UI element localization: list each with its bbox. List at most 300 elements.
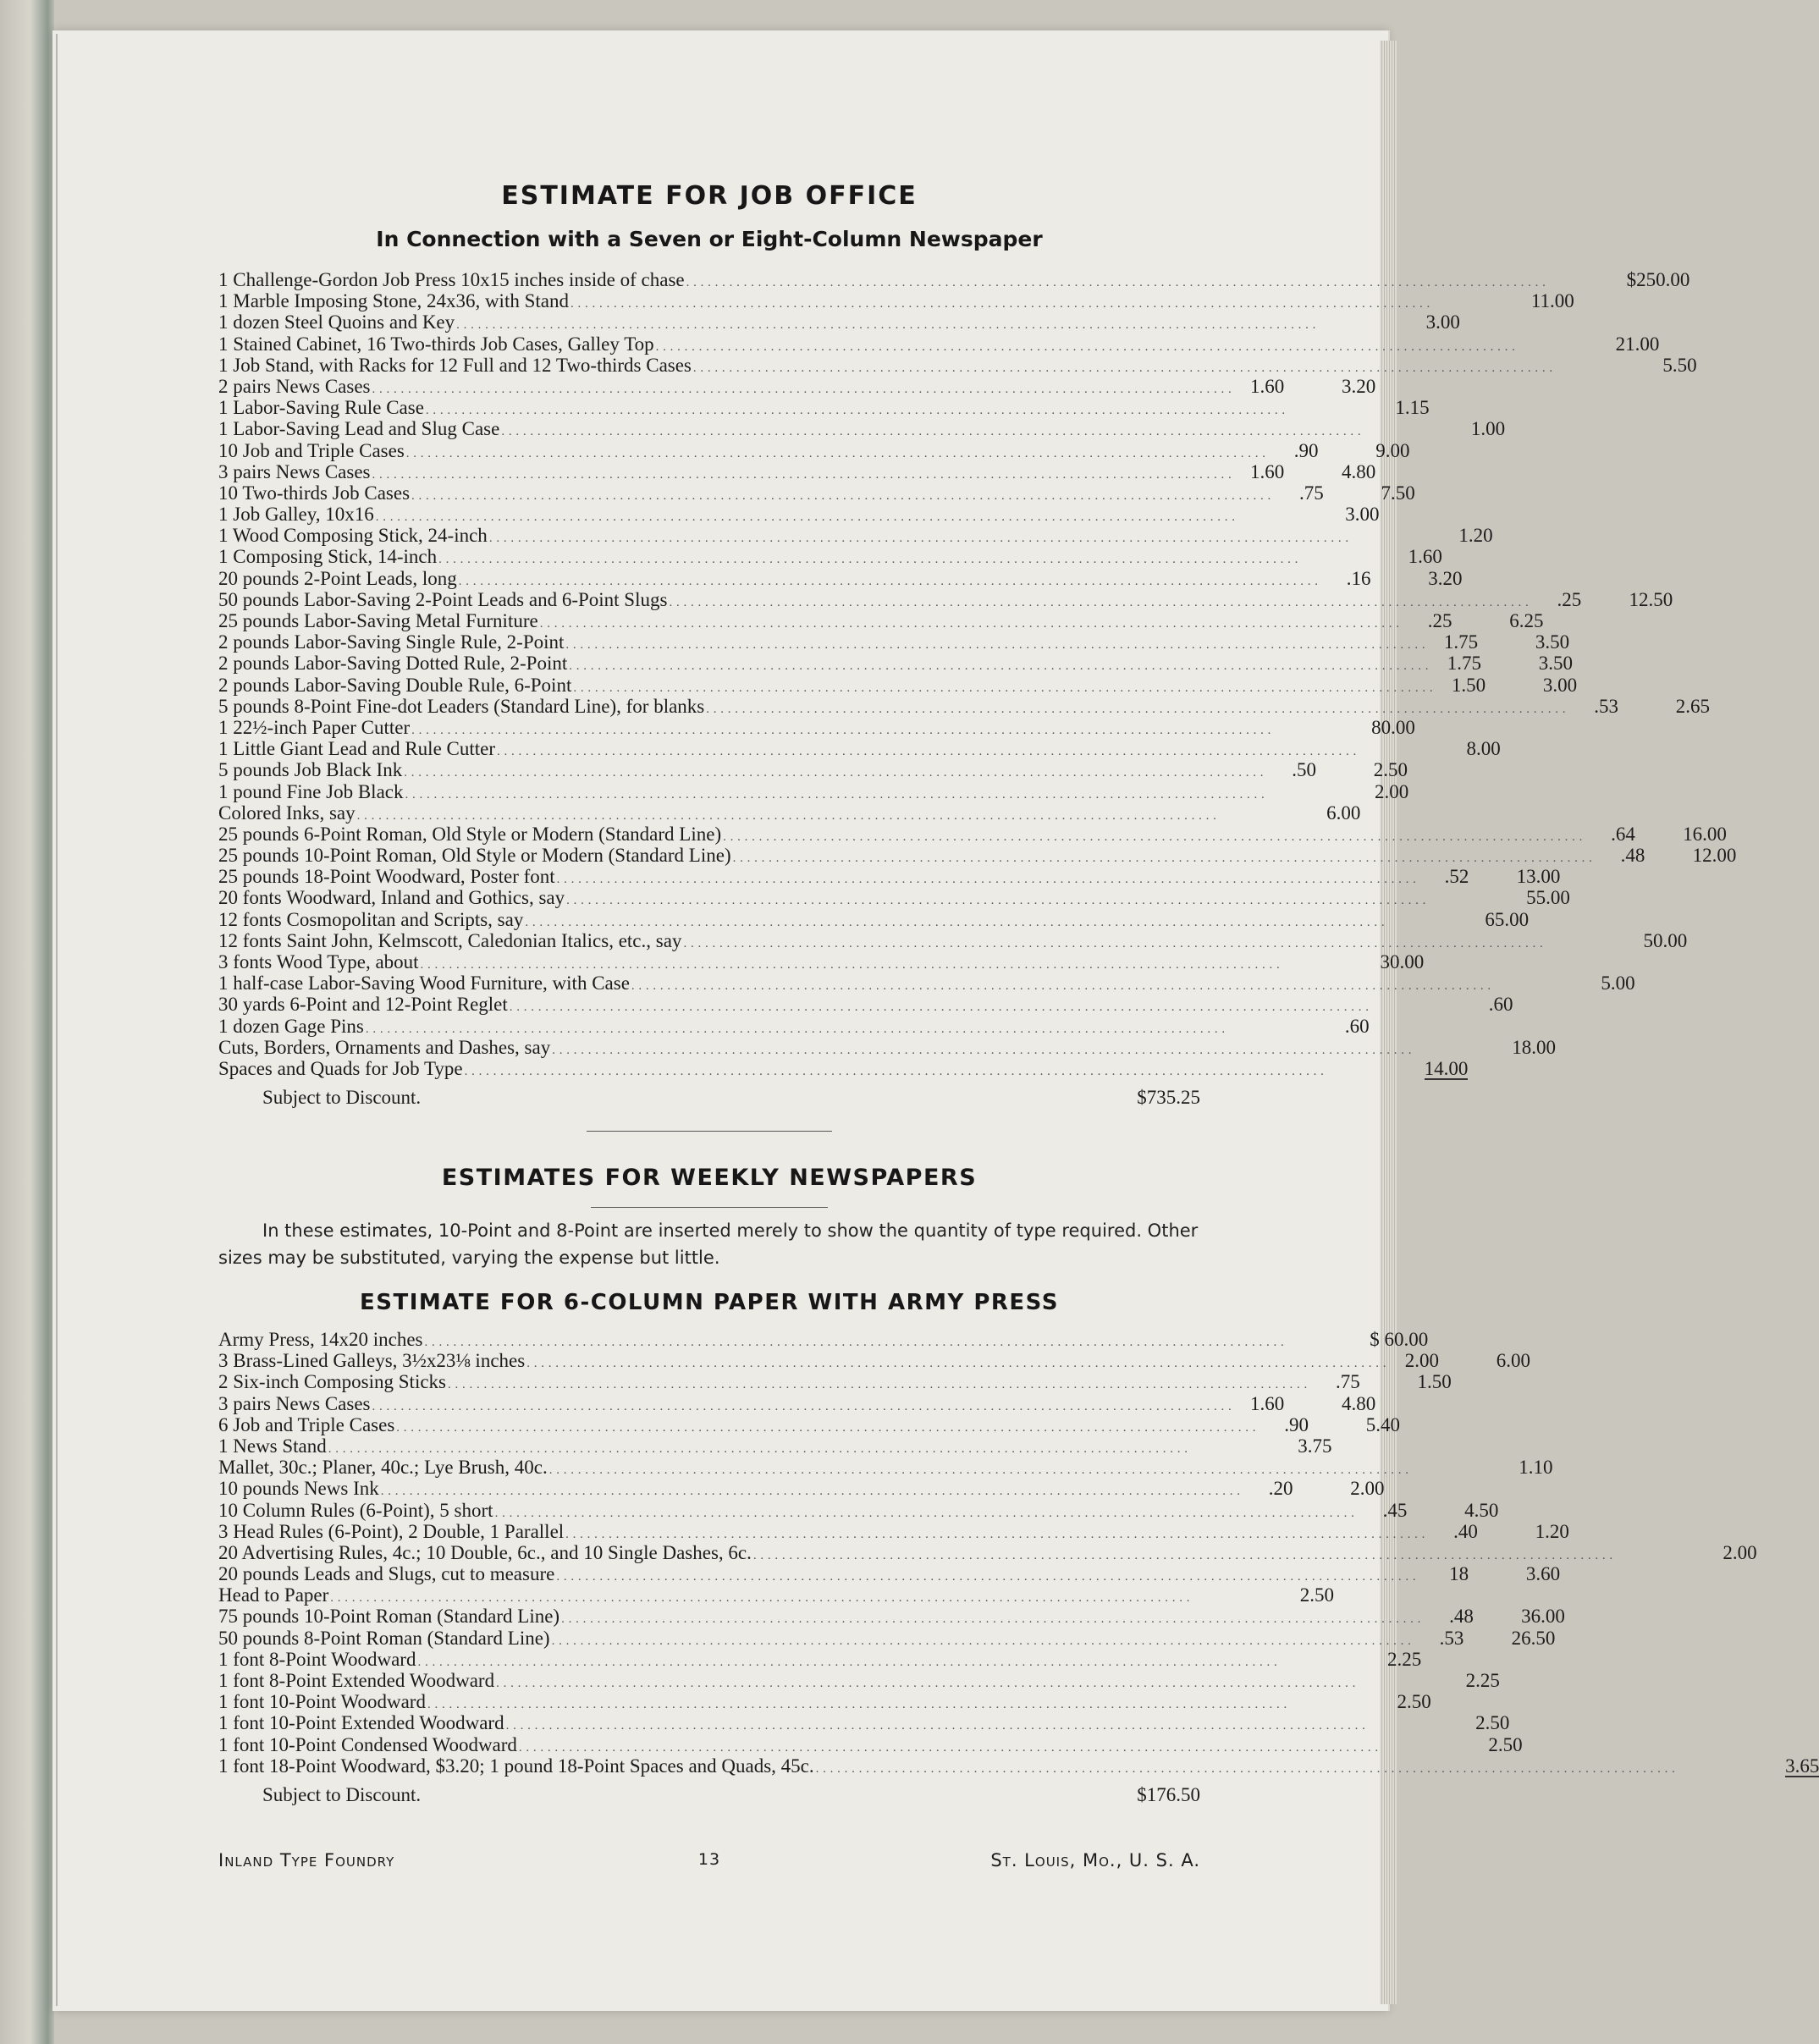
item-amount-value: 2.00 — [1723, 1541, 1757, 1563]
item-amount-value: 2.50 — [1373, 759, 1408, 781]
job-office-subtotal — [218, 1084, 1200, 1111]
leader-dots: . . . . . . . . . . . . . . . . . . . . . . . . . . . . . . . . . . . . . . . . . . . . . . . . . . . . . . . . . . . . . . . . . . . . . . . . . . . . . . . . . . . . . . . . . . . . . . . . . . . . . . . . . . . . . . . . . . . . . . . . — [706, 702, 1566, 716]
estimate-row — [218, 1733, 1523, 1755]
item-amount — [1414, 418, 1505, 439]
estimate-row — [218, 1015, 1370, 1037]
item-amount — [1581, 589, 1673, 610]
item-description: 3 pairs News Cases — [218, 1392, 371, 1414]
item-amount-value: .60 — [1344, 1015, 1370, 1037]
unit-price: .48 — [1620, 845, 1645, 867]
unit-price: 2.00 — [1404, 1350, 1439, 1372]
leader-dots: . . . . . . . . . . . . . . . . . . . . . . . . . . . . . . . . . . . . . . . . . . . . . . . . . . . . . . . . . . . . . . . . . . . . . . . . . . . . . . . . . . . . . . . . . . . . . . . . . . . . . . . . . . . . . . . . . . . . . . . . — [496, 1677, 1356, 1690]
item-amount-value: 4.80 — [1342, 460, 1376, 482]
estimate-row — [218, 546, 1442, 568]
unit-price: 1.60 — [1250, 1392, 1285, 1414]
leader-dots: . . . . . . . . . . . . . . . . . . . . . . . . . . . . . . . . . . . . . . . . . . . . . . . . . . . . . . . . . . . . . . . . . . . . . . . . . . . . . . . . . . . . . . . . . . . . . . . . . . . . . . . . . . . . . . . . . . . . . . . . — [494, 1506, 1355, 1520]
item-amount-value: 50.00 — [1643, 929, 1688, 951]
unit-price: .25 — [1557, 588, 1582, 610]
item-amount — [1293, 1478, 1385, 1499]
item-description: 2 pairs News Cases — [218, 375, 371, 397]
item-description: 1 font 18-Point Woodward, $3.20; 1 pound 18-Point Spaces and Quads, 45c. — [218, 1755, 814, 1777]
estimate-row — [218, 1392, 1376, 1414]
item-amount-value: 3.50 — [1535, 631, 1570, 653]
leader-dots: . . . . . . . . . . . . . . . . . . . . . . . . . . . . . . . . . . . . . . . . . . . . . . . . . . . . . . . . . . . . . . . . . . . . . . . . . . . . . . . . . . . . . . . . . . . . . . . . . . . . . . . . . . . . . . . . . . . . . . . . — [539, 617, 1400, 631]
leader-dots: . . . . . . . . . . . . . . . . . . . . . . . . . . . . . . . . . . . . . . . . . . . . . . . . . . . . . . . . . . . . . . . . . . . . . . . . . . . . . . . . . . . . . . . . . . . . . . . . . . . . . . . . . . . . . . . . . . . . . . . . — [425, 404, 1286, 418]
item-amount — [1635, 824, 1727, 845]
estimate-row — [218, 1627, 1556, 1649]
item-amount-value: 5.50 — [1662, 354, 1697, 376]
leader-dots: . . . . . . . . . . . . . . . . . . . . . . . . . . . . . . . . . . . . . . . . . . . . . . . . . . . . . . . . . . . . . . . . . . . . . . . . . . . . . . . . . . . . . . . . . . . . . . . . . . . . . . . . . . . . . . . . . . . . . . . . — [566, 894, 1426, 908]
item-amount-value: 6.25 — [1509, 610, 1544, 631]
item-description: 20 fonts Woodward, Inland and Gothics, say — [218, 887, 565, 909]
footer-page-number: 13 — [697, 1850, 721, 1869]
unit-price: .16 — [1346, 567, 1371, 589]
weekly-title-underline — [591, 1207, 828, 1208]
estimate-row — [218, 1371, 1452, 1393]
item-amount-value: 26.50 — [1511, 1627, 1556, 1649]
leader-dots: . . . . . . . . . . . . . . . . . . . . . . . . . . . . . . . . . . . . . . . . . . . . . . . . . . . . . . . . . . . . . . . . . . . . . . . . . . . . . . . . . . . . . . . . . . . . . . . . . . . . . . . . . . . . . . . . . . . . . . . . — [570, 297, 1430, 311]
estimate-row — [218, 823, 1727, 845]
leader-dots: . . . . . . . . . . . . . . . . . . . . . . . . . . . . . . . . . . . . . . . . . . . . . . . . . . . . . . . . . . . . . . . . . . . . . . . . . . . . . . . . . . . . . . . . . . . . . . . . . . . . . . . . . . . . . . . . . . . . . . . . — [365, 1022, 1226, 1036]
unit-price: .48 — [1449, 1606, 1474, 1628]
item-amount — [1606, 355, 1697, 376]
item-amount-value: 3.00 — [1345, 504, 1380, 526]
army-press-title: ESTIMATE FOR 6-COLUMN PAPER WITH ARMY PRESS — [360, 1290, 1059, 1315]
leader-dots: . . . . . . . . . . . . . . . . . . . . . . . . . . . . . . . . . . . . . . . . . . . . . . . . . . . . . . . . . . . . . . . . . . . . . . . . . . . . . . . . . . . . . . . . . . . . . . . . . . . . . . . . . . . . . . . . . . . . . . . . — [464, 1064, 1325, 1078]
estimate-row — [218, 1520, 1569, 1542]
item-amount-value: 7.50 — [1381, 482, 1415, 504]
item-amount — [1402, 525, 1493, 546]
leader-dots: . . . . . . . . . . . . . . . . . . . . . . . . . . . . . . . . . . . . . . . . . . . . . . . . . . . . . . . . . . . . . . . . . . . . . . . . . . . . . . . . . . . . . . . . . . . . . . . . . . . . . . . . . . . . . . . . . . . . . . . . — [752, 1548, 1613, 1562]
job-office-estimate-list — [218, 269, 1737, 1111]
leader-dots: . . . . . . . . . . . . . . . . . . . . . . . . . . . . . . . . . . . . . . . . . . . . . . . . . . . . . . . . . . . . . . . . . . . . . . . . . . . . . . . . . . . . . . . . . . . . . . . . . . . . . . . . . . . . . . . . . . . . . . . . — [509, 1000, 1370, 1015]
item-description: 1 Wood Composing Stick, 24-inch — [218, 525, 488, 547]
estimate-row — [218, 866, 1561, 888]
item-amount-value: 1.50 — [1417, 1371, 1452, 1393]
estimate-row — [218, 631, 1570, 653]
item-amount-value: 8.00 — [1466, 738, 1501, 760]
item-amount-value: 36.00 — [1521, 1606, 1565, 1628]
estimate-row — [218, 1457, 1553, 1479]
unit-price: 1.60 — [1250, 375, 1285, 397]
item-description: 2 pounds Labor-Saving Single Rule, 2-Point — [218, 631, 565, 653]
item-amount — [1340, 1691, 1431, 1712]
item-amount-value: 3.00 — [1425, 311, 1460, 333]
estimate-row — [218, 1350, 1530, 1372]
item-amount — [1483, 290, 1574, 311]
item-description: 20 pounds 2-Point Leads, long — [218, 567, 457, 589]
item-amount — [1474, 1606, 1565, 1627]
estimate-row — [218, 1499, 1499, 1521]
item-amount — [1371, 568, 1463, 589]
item-description: 10 Job and Triple Cases — [218, 439, 405, 461]
item-amount — [1469, 1563, 1560, 1584]
estimate-row — [218, 397, 1430, 419]
item-description: 75 pounds 10-Point Roman (Standard Line) — [218, 1606, 560, 1628]
item-amount-value: 65.00 — [1485, 908, 1530, 930]
leader-dots: . . . . . . . . . . . . . . . . . . . . . . . . . . . . . . . . . . . . . . . . . . . . . . . . . . . . . . . . . . . . . . . . . . . . . . . . . . . . . . . . . . . . . . . . . . . . . . . . . . . . . . . . . . . . . . . . . . . . . . . . — [501, 425, 1362, 439]
item-amount — [1317, 781, 1408, 802]
item-description: 1 Job Stand, with Racks for 12 Full and 12 Two-thirds Cases — [218, 354, 692, 376]
item-description: 1 22½-inch Paper Cutter — [218, 716, 411, 738]
item-amount — [1452, 610, 1543, 631]
item-amount — [1544, 972, 1635, 994]
item-amount-value: 3.65 — [1785, 1755, 1819, 1777]
estimate-row — [218, 887, 1570, 909]
item-description: 1 font 10-Point Extended Woodward — [218, 1712, 504, 1734]
item-amount — [1284, 461, 1375, 482]
estimate-row — [218, 610, 1544, 631]
item-amount-value: 2.65 — [1675, 695, 1710, 717]
item-description: 25 pounds 18-Point Woodward, Poster font — [218, 866, 555, 888]
item-amount — [1324, 717, 1415, 738]
item-amount-value: 18.00 — [1512, 1036, 1556, 1058]
item-description: 1 dozen Steel Quoins and Key — [218, 311, 455, 333]
item-description: 3 Brass-Lined Galleys, 3½x23⅛ inches — [218, 1350, 526, 1372]
item-amount-value: 5.40 — [1365, 1413, 1401, 1435]
binding-gutter — [0, 0, 54, 2044]
item-description: 1 Composing Stick, 14-inch — [218, 546, 438, 568]
item-description: 25 pounds Labor-Saving Metal Furniture — [218, 610, 538, 631]
leader-dots: . . . . . . . . . . . . . . . . . . . . . . . . . . . . . . . . . . . . . . . . . . . . . . . . . . . . . . . . . . . . . . . . . . . . . . . . . . . . . . . . . . . . . . . . . . . . . . . . . . . . . . . . . . . . . . . . . . . . . . . . — [405, 446, 1266, 460]
unit-price: 1.60 — [1250, 460, 1285, 482]
job-office-subtotal-label: Subject to Discount. — [262, 1087, 422, 1109]
section-divider-rule — [587, 1131, 832, 1132]
item-description: 50 pounds Labor-Saving 2-Point Leads and 6-Point Slugs — [218, 588, 668, 610]
estimate-row — [218, 1435, 1332, 1457]
unit-price: .50 — [1292, 759, 1316, 781]
item-amount-value: 2.50 — [1488, 1733, 1523, 1755]
unit-price: .40 — [1453, 1520, 1478, 1542]
weekly-intro-paragraph: In these estimates, 10-Point and 8-Point are inserted merely to show the quantity of type required. Other sizes may be substituted, varying the expense but little. — [218, 1220, 1199, 1268]
job-office-subtitle: In Connection with a Seven or Eight-Column Newspaper — [376, 227, 1043, 251]
estimate-row — [218, 525, 1493, 547]
item-description: 6 Job and Triple Cases — [218, 1413, 395, 1435]
estimate-row — [218, 269, 1690, 290]
item-description: 12 fonts Cosmopolitan and Scripts, say — [218, 908, 524, 930]
item-amount — [1409, 738, 1501, 759]
item-amount-value: 2.00 — [1375, 780, 1409, 802]
item-description: Head to Paper — [218, 1584, 329, 1606]
leader-dots: . . . . . . . . . . . . . . . . . . . . . . . . . . . . . . . . . . . . . . . . . . . . . . . . . . . . . . . . . . . . . . . . . . . . . . . . . . . . . . . . . . . . . . . . . . . . . . . . . . . . . . . . . . . . . . . . . . . . . . . . — [561, 1612, 1421, 1627]
item-description: 2 Six-inch Composing Sticks — [218, 1371, 446, 1393]
item-description: 30 yards 6-Point and 12-Point Reglet — [218, 994, 508, 1016]
item-amount-value: 2.50 — [1475, 1712, 1510, 1734]
item-amount — [1288, 504, 1380, 525]
item-amount — [1598, 269, 1689, 290]
item-amount-value: 3.20 — [1342, 375, 1376, 397]
leader-dots: . . . . . . . . . . . . . . . . . . . . . . . . . . . . . . . . . . . . . . . . . . . . . . . . . . . . . . . . . . . . . . . . . . . . . . . . . . . . . . . . . . . . . . . . . . . . . . . . . . . . . . . . . . . . . . . . . . . . . . . . — [732, 851, 1593, 866]
item-amount — [1464, 1037, 1556, 1058]
leader-dots: . . . . . . . . . . . . . . . . . . . . . . . . . . . . . . . . . . . . . . . . . . . . . . . . . . . . . . . . . . . . . . . . . . . . . . . . . . . . . . . . . . . . . . . . . . . . . . . . . . . . . . . . . . . . . . . . . . . . . . . . — [488, 532, 1349, 546]
item-amount-value: 1.15 — [1395, 397, 1430, 419]
item-amount — [1461, 1457, 1552, 1478]
army-press-subtotal-label: Subject to Discount. — [262, 1783, 422, 1805]
army-press-subtotal — [218, 1782, 1200, 1809]
estimate-row — [218, 908, 1530, 930]
item-amount-value: 6.00 — [1326, 802, 1361, 824]
estimate-row — [218, 460, 1376, 482]
item-amount-value: 30.00 — [1380, 951, 1425, 972]
unit-price: .53 — [1439, 1627, 1464, 1649]
item-amount — [1469, 866, 1560, 887]
item-description: Cuts, Borders, Ornaments and Dashes, say — [218, 1036, 551, 1058]
item-amount-value: 1.60 — [1408, 546, 1442, 568]
item-description: 10 pounds News Ink — [218, 1478, 379, 1500]
leader-dots: . . . . . . . . . . . . . . . . . . . . . . . . . . . . . . . . . . . . . . . . . . . . . . . . . . . . . . . . . . . . . . . . . . . . . . . . . . . . . . . . . . . . . . . . . . . . . . . . . . . . . . . . . . . . . . . . . . . . . . . . — [411, 723, 1271, 737]
item-description: 20 Advertising Rules, 4c.; 10 Double, 6c., and 10 Single Dashes, 6c. — [218, 1541, 752, 1563]
estimate-row — [218, 290, 1574, 312]
item-amount-value: 1.10 — [1519, 1457, 1553, 1479]
item-amount-value: 1.00 — [1470, 418, 1506, 440]
item-amount — [1422, 994, 1513, 1015]
item-description: 2 pounds Labor-Saving Double Rule, 6-Point — [218, 674, 572, 696]
leader-dots: . . . . . . . . . . . . . . . . . . . . . . . . . . . . . . . . . . . . . . . . . . . . . . . . . . . . . . . . . . . . . . . . . . . . . . . . . . . . . . . . . . . . . . . . . . . . . . . . . . . . . . . . . . . . . . . . . . . . . . . . — [396, 1420, 1257, 1435]
army-press-estimate-list — [218, 1329, 1819, 1809]
unit-price: .45 — [1382, 1499, 1408, 1521]
item-description: 1 Job Galley, 10x16 — [218, 504, 374, 526]
leader-dots: . . . . . . . . . . . . . . . . . . . . . . . . . . . . . . . . . . . . . . . . . . . . . . . . . . . . . . . . . . . . . . . . . . . . . . . . . . . . . . . . . . . . . . . . . . . . . . . . . . . . . . . . . . . . . . . . . . . . . . . . — [375, 510, 1236, 525]
leader-dots: . . . . . . . . . . . . . . . . . . . . . . . . . . . . . . . . . . . . . . . . . . . . . . . . . . . . . . . . . . . . . . . . . . . . . . . . . . . . . . . . . . . . . . . . . . . . . . . . . . . . . . . . . . . . . . . . . . . . . . . . — [548, 1463, 1409, 1478]
leader-dots: . . . . . . . . . . . . . . . . . . . . . . . . . . . . . . . . . . . . . . . . . . . . . . . . . . . . . . . . . . . . . . . . . . . . . . . . . . . . . . . . . . . . . . . . . . . . . . . . . . . . . . . . . . . . . . . . . . . . . . . . — [556, 1570, 1417, 1584]
item-amount — [1478, 1521, 1569, 1542]
spine-shadow — [56, 34, 58, 2006]
leader-dots: . . . . . . . . . . . . . . . . . . . . . . . . . . . . . . . . . . . . . . . . . . . . . . . . . . . . . . . . . . . . . . . . . . . . . . . . . . . . . . . . . . . . . . . . . . . . . . . . . . . . . . . . . . . . . . . . . . . . . . . . — [438, 553, 1298, 567]
job-office-rows — [218, 269, 1737, 1079]
item-amount-value: 1.20 — [1458, 525, 1493, 547]
item-amount-value: 12.50 — [1629, 588, 1673, 610]
leader-dots: . . . . . . . . . . . . . . . . . . . . . . . . . . . . . . . . . . . . . . . . . . . . . . . . . . . . . . . . . . . . . . . . . . . . . . . . . . . . . . . . . . . . . . . . . . . . . . . . . . . . . . . . . . . . . . . . . . . . . . . . — [551, 1634, 1412, 1648]
unit-price: .53 — [1594, 695, 1618, 717]
leader-dots: . . . . . . . . . . . . . . . . . . . . . . . . . . . . . . . . . . . . . . . . . . . . . . . . . . . . . . . . . . . . . . . . . . . . . . . . . . . . . . . . . . . . . . . . . . . . . . . . . . . . . . . . . . . . . . . . . . . . . . . . — [525, 915, 1386, 929]
item-amount — [1481, 653, 1573, 674]
leader-dots: . . . . . . . . . . . . . . . . . . . . . . . . . . . . . . . . . . . . . . . . . . . . . . . . . . . . . . . . . . . . . . . . . . . . . . . . . . . . . . . . . . . . . . . . . . . . . . . . . . . . . . . . . . . . . . . . . . . . . . . . — [686, 276, 1546, 289]
leader-dots: . . . . . . . . . . . . . . . . . . . . . . . . . . . . . . . . . . . . . . . . . . . . . . . . . . . . . . . . . . . . . . . . . . . . . . . . . . . . . . . . . . . . . . . . . . . . . . . . . . . . . . . . . . . . . . . . . . . . . . . . — [458, 574, 1319, 588]
item-amount-value: 9.00 — [1375, 439, 1410, 461]
item-amount-value: 14.00 — [1424, 1057, 1469, 1079]
unit-price: .64 — [1611, 823, 1635, 845]
estimate-row — [218, 1648, 1422, 1670]
estimate-row — [218, 994, 1513, 1016]
estimate-row — [218, 1329, 1429, 1350]
item-amount — [1463, 1628, 1555, 1649]
estimate-row — [218, 845, 1737, 867]
item-amount — [1431, 1734, 1523, 1755]
item-amount — [1284, 376, 1375, 397]
estimate-row — [218, 1670, 1500, 1691]
estimate-row — [218, 653, 1573, 675]
item-amount-value: 2.50 — [1397, 1691, 1431, 1713]
item-description: 20 pounds Leads and Slugs, cut to measure — [218, 1563, 555, 1585]
item-amount — [1269, 802, 1360, 824]
leader-dots: . . . . . . . . . . . . . . . . . . . . . . . . . . . . . . . . . . . . . . . . . . . . . . . . . . . . . . . . . . . . . . . . . . . . . . . . . . . . . . . . . . . . . . . . . . . . . . . . . . . . . . . . . . . . . . . . . . . . . . . . — [372, 1399, 1232, 1413]
leader-dots: . . . . . . . . . . . . . . . . . . . . . . . . . . . . . . . . . . . . . . . . . . . . . . . . . . . . . . . . . . . . . . . . . . . . . . . . . . . . . . . . . . . . . . . . . . . . . . . . . . . . . . . . . . . . . . . . . . . . . . . . — [417, 1655, 1278, 1669]
item-description: 1 font 10-Point Woodward — [218, 1691, 426, 1713]
item-description: 2 pounds Labor-Saving Dotted Rule, 2-Point — [218, 653, 568, 675]
item-amount-value: 55.00 — [1526, 887, 1570, 909]
leader-dots: . . . . . . . . . . . . . . . . . . . . . . . . . . . . . . . . . . . . . . . . . . . . . . . . . . . . . . . . . . . . . . . . . . . . . . . . . . . . . . . . . . . . . . . . . . . . . . . . . . . . . . . . . . . . . . . . . . . . . . . . — [448, 1378, 1308, 1392]
leader-dots: . . . . . . . . . . . . . . . . . . . . . . . . . . . . . . . . . . . . . . . . . . . . . . . . . . . . . . . . . . . . . . . . . . . . . . . . . . . . . . . . . . . . . . . . . . . . . . . . . . . . . . . . . . . . . . . . . . . . . . . . — [356, 808, 1217, 823]
army-press-rows — [218, 1329, 1819, 1777]
item-amount-value: 4.80 — [1342, 1392, 1376, 1414]
item-amount — [1332, 951, 1424, 972]
item-amount-value: 3.75 — [1298, 1435, 1332, 1457]
item-amount — [1618, 696, 1710, 717]
item-amount — [1319, 440, 1410, 461]
leader-dots: . . . . . . . . . . . . . . . . . . . . . . . . . . . . . . . . . . . . . . . . . . . . . . . . . . . . . . . . . . . . . . . . . . . . . . . . . . . . . . . . . . . . . . . . . . . . . . . . . . . . . . . . . . . . . . . . . . . . . . . . — [380, 1485, 1241, 1499]
unit-price: 18 — [1449, 1563, 1469, 1585]
estimate-row — [218, 1755, 1819, 1777]
item-amount — [1316, 759, 1408, 780]
leader-dots: . . . . . . . . . . . . . . . . . . . . . . . . . . . . . . . . . . . . . . . . . . . . . . . . . . . . . . . . . . . . . . . . . . . . . . . . . . . . . . . . . . . . . . . . . . . . . . . . . . . . . . . . . . . . . . . . . . . . . . . . — [723, 829, 1583, 844]
estimate-row — [218, 951, 1425, 972]
estimate-row — [218, 504, 1380, 526]
estimate-row — [218, 674, 1578, 696]
item-amount-value: 2.00 — [1350, 1478, 1385, 1500]
item-description: Mallet, 30c.; Planer, 40c.; Lye Brush, 40c. — [218, 1457, 548, 1479]
item-amount-value: 2.25 — [1465, 1670, 1500, 1691]
item-description: 5 pounds Job Black Ink — [218, 759, 403, 781]
item-amount-value: 1.20 — [1535, 1520, 1569, 1542]
estimate-row — [218, 1036, 1556, 1058]
item-amount — [1407, 1500, 1498, 1521]
item-description: 1 font 8-Point Woodward — [218, 1648, 416, 1670]
item-amount-value: 80.00 — [1371, 716, 1415, 738]
unit-price: 1.50 — [1451, 674, 1486, 696]
item-description: 1 Stained Cabinet, 16 Two-thirds Job Cases, Galley Top — [218, 333, 654, 355]
estimate-row — [218, 972, 1635, 994]
unit-price: .75 — [1299, 482, 1324, 504]
item-description: 1 Little Giant Lead and Rule Cutter — [218, 738, 496, 760]
leader-dots: . . . . . . . . . . . . . . . . . . . . . . . . . . . . . . . . . . . . . . . . . . . . . . . . . . . . . . . . . . . . . . . . . . . . . . . . . . . . . . . . . . . . . . . . . . . . . . . . . . . . . . . . . . . . . . . . . . . . . . . . — [505, 1719, 1366, 1733]
weekly-section-title: ESTIMATES FOR WEEKLY NEWSPAPERS — [441, 1165, 978, 1191]
leader-dots: . . . . . . . . . . . . . . . . . . . . . . . . . . . . . . . . . . . . . . . . . . . . . . . . . . . . . . . . . . . . . . . . . . . . . . . . . . . . . . . . . . . . . . . . . . . . . . . . . . . . . . . . . . . . . . . . . . . . . . . . — [669, 595, 1530, 609]
item-amount — [1351, 546, 1442, 567]
estimate-row — [218, 738, 1501, 760]
item-amount — [1728, 1755, 1819, 1777]
estimate-row — [218, 929, 1688, 951]
leader-dots: . . . . . . . . . . . . . . . . . . . . . . . . . . . . . . . . . . . . . . . . . . . . . . . . . . . . . . . . . . . . . . . . . . . . . . . . . . . . . . . . . . . . . . . . . . . . . . . . . . . . . . . . . . . . . . . . . . . . . . . . — [497, 745, 1357, 759]
item-amount-value: .60 — [1488, 994, 1513, 1016]
estimate-row — [218, 482, 1415, 504]
item-amount — [1418, 1712, 1509, 1733]
item-amount — [1478, 631, 1569, 653]
leader-dots: . . . . . . . . . . . . . . . . . . . . . . . . . . . . . . . . . . . . . . . . . . . . . . . . . . . . . . . . . . . . . . . . . . . . . . . . . . . . . . . . . . . . . . . . . . . . . . . . . . . . . . . . . . . . . . . . . . . . . . . . — [692, 361, 1553, 375]
item-amount — [1324, 482, 1415, 504]
item-amount — [1376, 1058, 1468, 1080]
item-description: 1 dozen Gage Pins — [218, 1015, 364, 1037]
item-amount — [1284, 1393, 1375, 1414]
item-amount-value: 5.00 — [1601, 972, 1635, 994]
item-amount — [1243, 1584, 1334, 1606]
estimate-row — [218, 1563, 1561, 1585]
leader-dots: . . . . . . . . . . . . . . . . . . . . . . . . . . . . . . . . . . . . . . . . . . . . . . . . . . . . . . . . . . . . . . . . . . . . . . . . . . . . . . . . . . . . . . . . . . . . . . . . . . . . . . . . . . . . . . . . . . . . . . . . — [683, 936, 1544, 950]
army-press-subtotal-amount: $176.50 — [1137, 1783, 1200, 1805]
estimate-row — [218, 375, 1376, 397]
leader-dots: . . . . . . . . . . . . . . . . . . . . . . . . . . . . . . . . . . . . . . . . . . . . . . . . . . . . . . . . . . . . . . . . . . . . . . . . . . . . . . . . . . . . . . . . . . . . . . . . . . . . . . . . . . . . . . . . . . . . . . . . — [405, 787, 1265, 802]
estimate-row — [218, 1712, 1510, 1734]
item-amount — [1309, 1414, 1400, 1435]
unit-price: .20 — [1268, 1478, 1293, 1500]
leader-dots: . . . . . . . . . . . . . . . . . . . . . . . . . . . . . . . . . . . . . . . . . . . . . . . . . . . . . . . . . . . . . . . . . . . . . . . . . . . . . . . . . . . . . . . . . . . . . . . . . . . . . . . . . . . . . . . . . . . . . . . . — [565, 638, 1426, 653]
item-description: Army Press, 14x20 inches — [218, 1329, 423, 1350]
item-amount — [1666, 1542, 1757, 1563]
estimate-row — [218, 716, 1415, 738]
estimate-row — [218, 1606, 1565, 1628]
footer-location: St. Louis, Mo., U. S. A. — [990, 1850, 1200, 1870]
item-description: 1 pound Fine Job Black — [218, 780, 404, 802]
item-amount — [1479, 887, 1570, 908]
item-amount-value: $ 60.00 — [1370, 1329, 1429, 1350]
leader-dots: . . . . . . . . . . . . . . . . . . . . . . . . . . . . . . . . . . . . . . . . . . . . . . . . . . . . . . . . . . . . . . . . . . . . . . . . . . . . . . . . . . . . . . . . . . . . . . . . . . . . . . . . . . . . . . . . . . . . . . . . — [420, 958, 1281, 972]
item-amount-value: 2.50 — [1299, 1584, 1335, 1606]
item-description: Colored Inks, say — [218, 802, 356, 824]
leader-dots: . . . . . . . . . . . . . . . . . . . . . . . . . . . . . . . . . . . . . . . . . . . . . . . . . . . . . . . . . . . . . . . . . . . . . . . . . . . . . . . . . . . . . . . . . . . . . . . . . . . . . . . . . . . . . . . . . . . . . . . . — [372, 382, 1232, 396]
estimate-row — [218, 1691, 1431, 1713]
leader-dots: . . . . . . . . . . . . . . . . . . . . . . . . . . . . . . . . . . . . . . . . . . . . . . . . . . . . . . . . . . . . . . . . . . . . . . . . . . . . . . . . . . . . . . . . . . . . . . . . . . . . . . . . . . . . . . . . . . . . . . . . — [573, 680, 1434, 695]
leader-dots: . . . . . . . . . . . . . . . . . . . . . . . . . . . . . . . . . . . . . . . . . . . . . . . . . . . . . . . . . . . . . . . . . . . . . . . . . . . . . . . . . . . . . . . . . . . . . . . . . . . . . . . . . . . . . . . . . . . . . . . . — [569, 659, 1429, 674]
item-description: 10 Column Rules (6-Point), 5 short — [218, 1499, 493, 1521]
item-description: 12 fonts Saint John, Kelmscott, Caledonian Italics, etc., say — [218, 929, 682, 951]
job-office-subtotal-amount: $735.25 — [1137, 1087, 1200, 1109]
leader-dots: . . . . . . . . . . . . . . . . . . . . . . . . . . . . . . . . . . . . . . . . . . . . . . . . . . . . . . . . . . . . . . . . . . . . . . . . . . . . . . . . . . . . . . . . . . . . . . . . . . . . . . . . . . . . . . . . . . . . . . . . — [372, 467, 1232, 482]
item-description: 1 Marble Imposing Stone, 24x36, with Stand — [218, 290, 569, 312]
leader-dots: . . . . . . . . . . . . . . . . . . . . . . . . . . . . . . . . . . . . . . . . . . . . . . . . . . . . . . . . . . . . . . . . . . . . . . . . . . . . . . . . . . . . . . . . . . . . . . . . . . . . . . . . . . . . . . . . . . . . . . . . — [552, 1043, 1412, 1057]
estimate-row — [218, 311, 1460, 333]
estimate-row — [218, 695, 1710, 717]
item-amount — [1330, 1649, 1421, 1670]
estimate-row — [218, 780, 1409, 802]
item-amount-value: 16.00 — [1683, 823, 1727, 845]
item-amount-value: 6.00 — [1496, 1350, 1530, 1372]
item-description: Spaces and Quads for Job Type — [218, 1057, 463, 1079]
item-amount — [1437, 909, 1529, 930]
item-amount — [1645, 845, 1736, 866]
item-amount-value: 3.20 — [1428, 567, 1463, 589]
estimate-row — [218, 802, 1361, 824]
unit-price: 1.75 — [1447, 653, 1481, 675]
estimate-row — [218, 1584, 1335, 1606]
estimate-row — [218, 1478, 1385, 1500]
estimate-row — [218, 1413, 1401, 1435]
item-amount — [1337, 1329, 1428, 1350]
item-amount — [1439, 1350, 1530, 1371]
leader-dots: . . . . . . . . . . . . . . . . . . . . . . . . . . . . . . . . . . . . . . . . . . . . . . . . . . . . . . . . . . . . . . . . . . . . . . . . . . . . . . . . . . . . . . . . . . . . . . . . . . . . . . . . . . . . . . . . . . . . . . . . — [404, 766, 1264, 780]
estimate-row — [218, 333, 1660, 355]
estimate-row — [218, 354, 1697, 376]
job-office-title: ESTIMATE FOR JOB OFFICE — [501, 181, 918, 211]
item-amount — [1486, 675, 1577, 696]
estimate-row — [218, 1057, 1469, 1079]
item-description: 25 pounds 10-Point Roman, Old Style or Modern (Standard Line) — [218, 845, 731, 867]
item-amount — [1596, 930, 1687, 951]
footer-publisher: Inland Type Foundry — [218, 1850, 395, 1870]
item-amount-value: 3.50 — [1538, 653, 1573, 675]
item-description: 1 Challenge-Gordon Job Press 10x15 inches inside of chase — [218, 269, 685, 290]
item-description: 1 font 8-Point Extended Woodward — [218, 1670, 495, 1691]
unit-price: .25 — [1427, 610, 1452, 631]
estimate-row — [218, 439, 1410, 461]
leader-dots: . . . . . . . . . . . . . . . . . . . . . . . . . . . . . . . . . . . . . . . . . . . . . . . . . . . . . . . . . . . . . . . . . . . . . . . . . . . . . . . . . . . . . . . . . . . . . . . . . . . . . . . . . . . . . . . . . . . . . . . . — [427, 1698, 1287, 1712]
item-amount-value: 12.00 — [1692, 845, 1737, 867]
leader-dots: . . . . . . . . . . . . . . . . . . . . . . . . . . . . . . . . . . . . . . . . . . . . . . . . . . . . . . . . . . . . . . . . . . . . . . . . . . . . . . . . . . . . . . . . . . . . . . . . . . . . . . . . . . . . . . . . . . . . . . . . — [424, 1336, 1285, 1349]
item-description: 1 News Stand — [218, 1435, 327, 1457]
item-amount — [1408, 1670, 1500, 1691]
leader-dots: . . . . . . . . . . . . . . . . . . . . . . . . . . . . . . . . . . . . . . . . . . . . . . . . . . . . . . . . . . . . . . . . . . . . . . . . . . . . . . . . . . . . . . . . . . . . . . . . . . . . . . . . . . . . . . . . . . . . . . . . — [330, 1591, 1191, 1606]
unit-price: .52 — [1444, 866, 1469, 888]
leader-dots: . . . . . . . . . . . . . . . . . . . . . . . . . . . . . . . . . . . . . . . . . . . . . . . . . . . . . . . . . . . . . . . . . . . . . . . . . . . . . . . . . . . . . . . . . . . . . . . . . . . . . . . . . . . . . . . . . . . . . . . . — [526, 1357, 1386, 1371]
leader-dots: . . . . . . . . . . . . . . . . . . . . . . . . . . . . . . . . . . . . . . . . . . . . . . . . . . . . . . . . . . . . . . . . . . . . . . . . . . . . . . . . . . . . . . . . . . . . . . . . . . . . . . . . . . . . . . . . . . . . . . . . — [328, 1441, 1188, 1456]
